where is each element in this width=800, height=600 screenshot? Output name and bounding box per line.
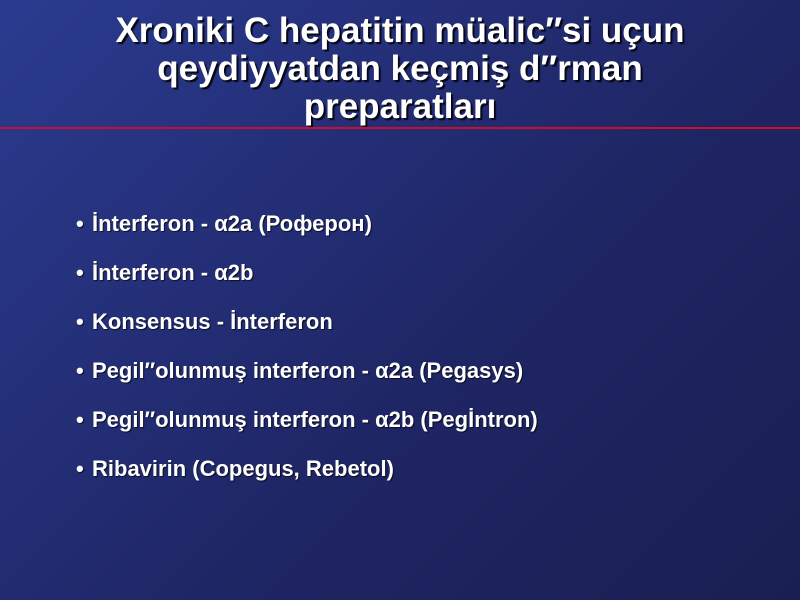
bullet-item xyxy=(76,204,538,253)
bullet-text: Ribavirin (Copegus, Rebetol) xyxy=(92,456,394,481)
bullet-item xyxy=(76,351,538,400)
bullet-text: Konsensus - İnterferon xyxy=(92,309,333,334)
slide-title-line: qeydiyyatdan keçmiş d″rman xyxy=(157,49,643,88)
bullet-dot-icon: • xyxy=(76,260,84,285)
bullet-dot-icon: • xyxy=(76,211,84,236)
slide-title-line: Xroniki C hepatitin müalic″si uçun xyxy=(115,11,685,50)
slide-title xyxy=(0,12,800,126)
bullet-dot-icon: • xyxy=(76,407,84,432)
bullet-text: Pegil″olunmuş interferon - α2b (Pegİntron) xyxy=(92,407,538,432)
title-divider xyxy=(0,127,800,129)
bullet-item xyxy=(76,400,538,449)
bullet-text: İnterferon - α2a (Роферон) xyxy=(92,211,372,236)
bullet-dot-icon: • xyxy=(76,358,84,383)
slide-title-line: preparatları xyxy=(303,87,497,126)
bullet-dot-icon: • xyxy=(76,309,84,334)
bullet-item xyxy=(76,253,538,302)
bullet-text: İnterferon - α2b xyxy=(92,260,254,285)
bullet-dot-icon: • xyxy=(76,456,84,481)
bullet-item xyxy=(76,302,538,351)
bullet-item xyxy=(76,449,538,498)
bullet-list xyxy=(76,204,538,498)
bullet-text: Pegil″olunmuş interferon - α2a (Pegasys) xyxy=(92,358,524,383)
